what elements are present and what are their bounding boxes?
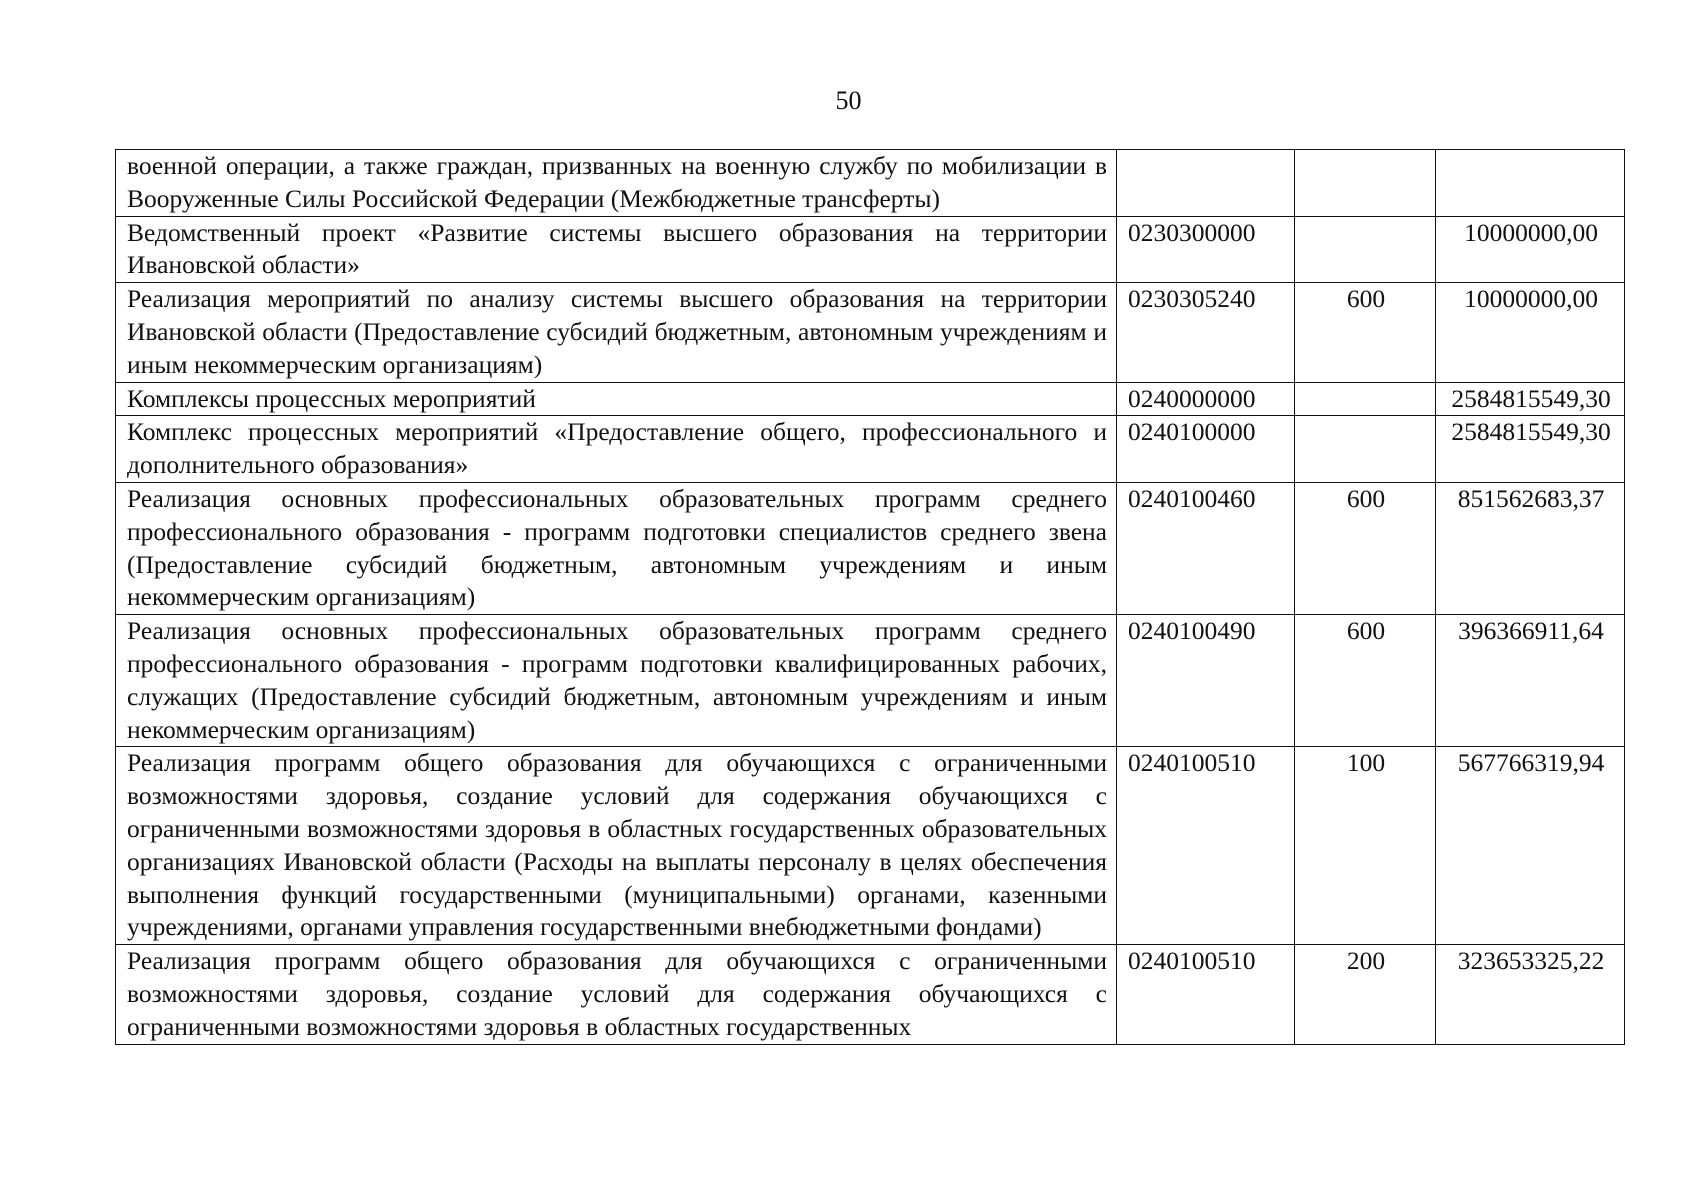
expense-type-cell: 600 [1295,615,1436,747]
description-cell: Комплекс процессных мероприятий «Предоставление общего, профессионального и дополнительного образования» [116,416,1117,483]
table-row [116,216,1625,283]
code-cell: 0240000000 [1117,382,1295,416]
code-cell: 0230305240 [1117,283,1295,382]
page-number: 50 [835,86,862,115]
expense-type-cell: 600 [1295,283,1436,382]
amount-cell: 567766319,94 [1436,747,1625,945]
description-cell: Реализация мероприятий по анализу системы высшего образования на территории Ивановской области (Предоставление субсидий бюджетным, автономным учреждениям и иным некоммерческим организациям) [116,283,1117,382]
expense-type-cell: 200 [1295,945,1436,1044]
description-cell: Комплексы процессных мероприятий [116,382,1117,416]
code-cell: 0240100460 [1117,482,1295,614]
expense-type-cell [1295,416,1436,483]
amount-cell: 851562683,37 [1436,482,1625,614]
amount-cell: 396366911,64 [1436,615,1625,747]
table-row [116,150,1625,217]
description-cell: Реализация основных профессиональных образовательных программ среднего профессионального образования - программ подготовки квалифицированных рабочих, служащих (Предоставление субсидий бюджетным, автономным учреждениям и иным некоммерческим организациям) [116,615,1117,747]
expense-type-cell [1295,150,1436,217]
table-row [116,482,1625,614]
expense-type-cell: 600 [1295,482,1436,614]
description-cell: Реализация программ общего образования для обучающихся с ограниченными возможностями здоровья, создание условий для содержания обучающихся с ограниченными возможностями здоровья в областных государственных образовательных организациях Ивановской области (Расходы на выплаты персоналу в целях обеспечения выполнения функций государственными (муниципальными) органами, казенными учреждениями, органами управления государственными внебюджетными фондами) [116,747,1117,945]
amount-cell [1436,150,1625,217]
amount-cell: 10000000,00 [1436,216,1625,283]
code-cell: 0240100490 [1117,615,1295,747]
amount-cell: 2584815549,30 [1436,382,1625,416]
code-cell: 0240100000 [1117,416,1295,483]
amount-cell: 2584815549,30 [1436,416,1625,483]
table-row [116,945,1625,1044]
expense-type-cell [1295,216,1436,283]
table-row [116,615,1625,747]
expense-type-cell: 100 [1295,747,1436,945]
code-cell [1117,150,1295,217]
table-row [116,416,1625,483]
expense-type-cell [1295,382,1436,416]
code-cell: 0240100510 [1117,747,1295,945]
code-cell: 0230300000 [1117,216,1295,283]
amount-cell: 10000000,00 [1436,283,1625,382]
code-cell: 0240100510 [1117,945,1295,1044]
description-cell: военной операции, а также граждан, призванных на военную службу по мобилизации в Вооруженные Силы Российской Федерации (Межбюджетные трансферты) [116,150,1117,217]
table-row [116,382,1625,416]
description-cell: Реализация основных профессиональных образовательных программ среднего профессионального образования - программ подготовки специалистов среднего звена (Предоставление субсидий бюджетным, автономным учреждениям и иным некоммерческим организациям) [116,482,1117,614]
description-cell: Реализация программ общего образования для обучающихся с ограниченными возможностями здоровья, создание условий для содержания обучающихся с ограниченными возможностями здоровья в областных государственных [116,945,1117,1044]
table-row [116,283,1625,382]
table-row [116,747,1625,945]
budget-table [115,149,1625,1045]
description-cell: Ведомственный проект «Развитие системы высшего образования на территории Ивановской области» [116,216,1117,283]
amount-cell: 323653325,22 [1436,945,1625,1044]
